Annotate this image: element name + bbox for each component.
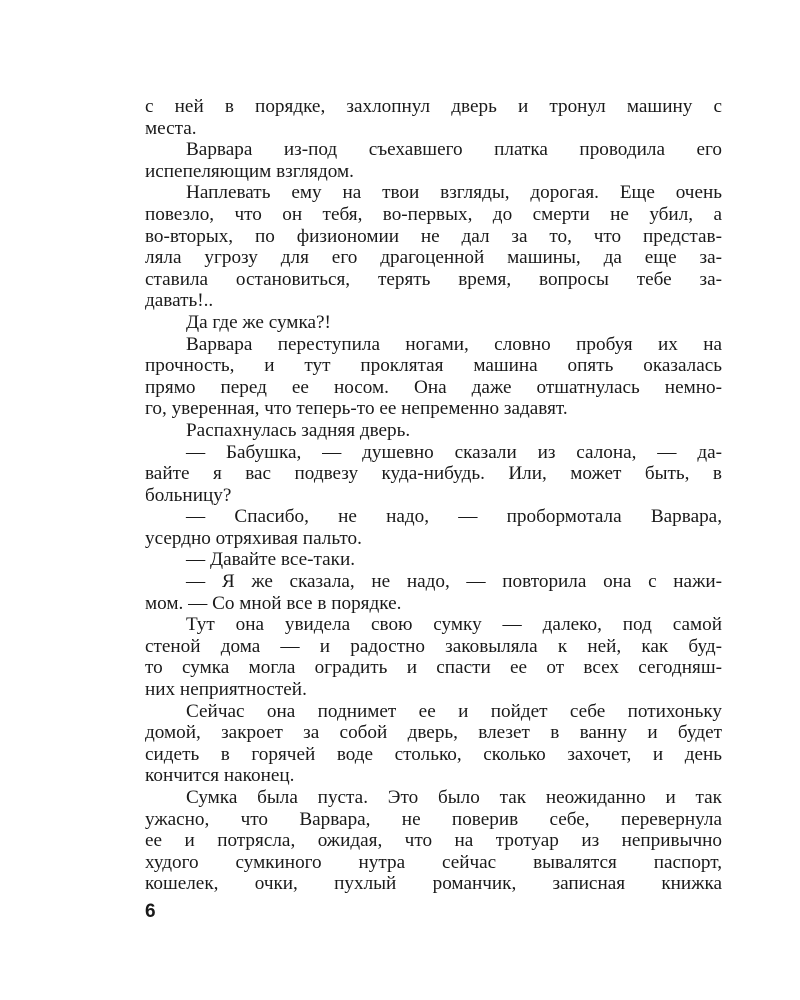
text-line: го, уверенная, что теперь-то ее непременно задавят.: [145, 398, 568, 420]
text-line: во-вторых, по физиономии не дал за то, что представ-: [145, 225, 722, 247]
text-line: Да где же сумка?!: [186, 311, 331, 333]
text-line: худого сумкиного нутра сейчас вывалятся паспорт,: [145, 851, 722, 873]
text-line: давать!..: [145, 290, 214, 312]
text-line: с ней в порядке, захлопнул дверь и тронул машину с: [145, 96, 722, 117]
text-line: усердно отряхивая пальто.: [145, 527, 362, 549]
text-line: Распахнулась задняя дверь.: [186, 419, 411, 441]
text-line: — Спасибо, не надо, — пробормотала Варвара,: [186, 506, 722, 528]
text-line: — Давайте все-таки.: [186, 549, 356, 571]
text-line: Варвара переступила ногами, словно пробуя их на: [186, 333, 722, 355]
text-line: кошелек, очки, пухлый романчик, записная книжка: [145, 873, 722, 895]
body-text: [145, 96, 722, 895]
text-line: прочность, и тут проклятая машина опять оказалась: [145, 355, 722, 377]
text-line: Сумка была пуста. Это было так неожиданно и так: [186, 787, 722, 808]
text-line: Тут она увидела свою сумку — далеко, под самой: [186, 614, 722, 636]
text-line: сидеть в горячей воде столько, сколько захочет, и день: [145, 743, 722, 765]
text-line: — Я же сказала, не надо, — повторила она с нажи-: [186, 571, 722, 593]
text-line: больницу?: [145, 484, 232, 506]
text-line: ставила остановиться, терять время, вопросы тебе за-: [145, 268, 722, 290]
text-line: ее и потрясла, ожидая, что на тротуар из непривычно: [145, 830, 722, 852]
text-line: кончится наконец.: [145, 765, 295, 787]
text-line: домой, закроет за собой дверь, влезет в ванну и будет: [145, 722, 722, 744]
text-line: — Бабушка, — душевно сказали из салона, — да-: [186, 441, 722, 463]
text-line: Варвара из-под съехавшего платка проводила его: [186, 139, 722, 161]
text-line: ужасно, что Варвара, не поверив себе, перевернула: [145, 808, 722, 830]
text-line: них неприятностей.: [145, 679, 307, 701]
text-line: Сейчас она поднимет ее и пойдет себе потихоньку: [186, 700, 722, 722]
text-line: места.: [145, 117, 197, 139]
text-line: то сумка могла оградить и спасти ее от всех сегодняш-: [145, 657, 722, 679]
text-line: прямо перед ее носом. Она даже отшатнулась немно-: [145, 376, 722, 398]
text-line: повезло, что он тебя, во-первых, до смерти не убил, а: [145, 203, 722, 225]
text-line: Наплевать ему на твои взгляды, дорогая. Еще очень: [186, 182, 722, 204]
page-number: 6: [145, 901, 156, 922]
text-line: мом. — Со мной все в порядке.: [145, 592, 402, 614]
text-line: ляла угрозу для его драгоценной машины, да еще за-: [145, 247, 722, 269]
text-line: испепеляющим взглядом.: [145, 160, 354, 182]
text-line: стеной дома — и радостно заковыляла к ней, как буд-: [145, 635, 722, 657]
text-line: вайте я вас подвезу куда-нибудь. Или, может быть, в: [145, 463, 722, 485]
